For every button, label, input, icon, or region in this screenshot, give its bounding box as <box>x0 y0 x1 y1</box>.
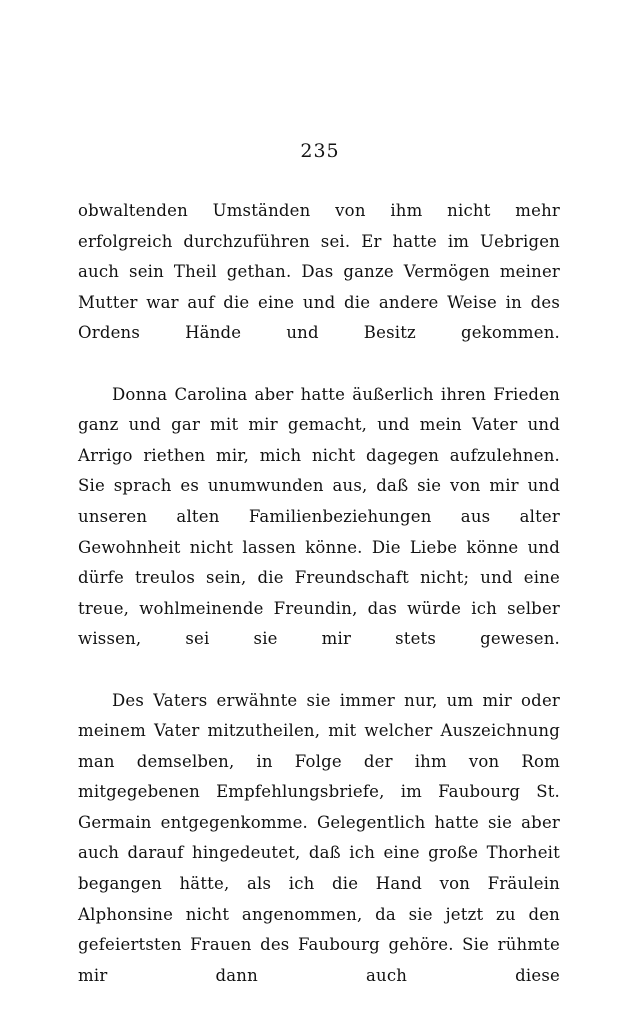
paragraph: obwaltenden Umständen von ihm nicht mehr erfolgreich durchzuführen sei. Er hatte im Uebrigen auch sein Theil gethan. Das ganze Vermögen meiner Mutter war auf die eine und die andere Weise in des Ordens Hände und Besitz gekommen. <box>78 196 560 380</box>
page-body <box>78 196 560 1022</box>
paragraph: Donna Carolina aber hatte äußerlich ihren Frieden ganz und gar mit mir gemacht, und mein Vater und Arrigo riethen mir, mich nicht dagegen aufzulehnen. Sie sprach es unumwunden aus, daß sie von mir und unseren alten Familienbeziehungen aus alter Gewohnheit nicht lassen könne. Die Liebe könne und dürfe treulos sein, die Freundschaft nicht; und eine treue, wohlmeinende Freundin, das würde ich selber wissen, sei sie mir stets gewesen. <box>78 380 560 686</box>
paragraph: Des Vaters erwähnte sie immer nur, um mir oder meinem Vater mitzutheilen, mit welcher Auszeichnung man demselben, in Folge der ihm von Rom mitgegebenen Empfehlungsbriefe, im Faubourg St. Germain entgegenkomme. Gelegentlich hatte sie aber auch darauf hingedeutet, daß ich eine große Thorheit begangen hätte, als ich die Hand von Fräulein Alphonsine nicht angenommen, da sie jetzt zu den gefeiertsten Frauen des Faubourg gehöre. Sie rühmte mir dann auch diese <box>78 686 560 1022</box>
page-number: 235 <box>0 140 640 162</box>
